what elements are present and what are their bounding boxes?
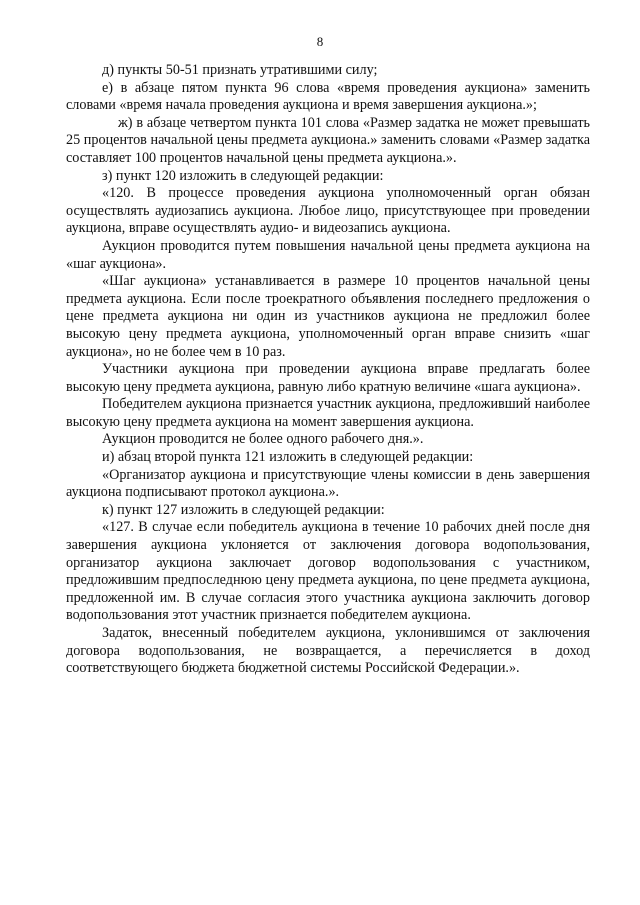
page-number: 8 (316, 34, 324, 49)
paragraph-participants: Участники аукциона при проведении аукциона вправе предлагать более высокую цену предмета аукциона, равную либо кратную величине «шага аукциона». (66, 361, 590, 395)
document-body (66, 62, 590, 678)
paragraph-z: з) пункт 120 изложить в следующей редакции: (102, 167, 384, 184)
paragraph-auction-method: Аукцион проводится путем повышения начальной цены предмета аукциона на «шаг аукциона». (66, 237, 590, 272)
paragraph-winner: Победителем аукциона признается участник аукциона, предложивший наиболее высокую цену предмета аукциона на момент завершения аукциона. (66, 396, 590, 430)
paragraph-duration: Аукцион проводится не более одного рабочего дня.». (102, 431, 424, 448)
paragraph-e: е) в абзаце пятом пункта 96 слова «время проведения аукциона» заменить словами «время начала проведения аукциона и время завершения аукциона.»; (66, 79, 590, 114)
paragraph-deposit: Задаток, внесенный победителем аукциона, уклонившимся от заключения договора водопользования, не возвращается, а перечисляется в доход соответствующего бюджета бюджетной системы Российской Федерации.». (66, 625, 590, 677)
paragraph-zh: ж) в абзаце четвертом пункта 101 слова «Размер задатка не может превышать 25 процентов начальной цены предмета аукциона.» заменить словами «Размер задатка составляет 100 процентов начальной цены предмета аукциона.». (66, 114, 590, 166)
paragraph-i: и) абзац второй пункта 121 изложить в следующей редакции: (102, 449, 474, 466)
paragraph-120: «120. В процессе проведения аукциона уполномоченный орган обязан осуществлять аудиозапись аукциона. Любое лицо, присутствующее при проведении аукциона, вправе осуществлять аудио- и видеозапись аукциона. (66, 185, 590, 237)
paragraph-127: «127. В случае если победитель аукциона в течение 10 рабочих дней после дня завершения аукциона уклоняется от заключения договора водопользования, организатор аукциона заключает договор водопользования с участником, предложившим предпоследнюю цену предмета аукциона, по цене предмета аукциона, предложенной им. В случае согласия этого участника аукциона заключить договор водопользования этот участник признается победителем аукциона. (66, 519, 590, 624)
paragraph-d: д) пункты 50-51 признать утратившими силу; (102, 62, 378, 78)
paragraph-protocol: «Организатор аукциона и присутствующие члены комиссии в день завершения аукциона подписывают протокол аукциона.». (66, 466, 590, 501)
paragraph-k: к) пункт 127 изложить в следующей редакции: (102, 501, 385, 518)
paragraph-auction-step: «Шаг аукциона» устанавливается в размере 10 процентов начальной цены предмета аукциона. Если после троекратного объявления последнего предложения о цене предмета аукциона ни один из участников аукциона не предложил более высокую цену предмета аукциона, уполномоченный орган вправе снизить «шаг аукциона», но не более чем в 10 раз. (66, 273, 590, 360)
